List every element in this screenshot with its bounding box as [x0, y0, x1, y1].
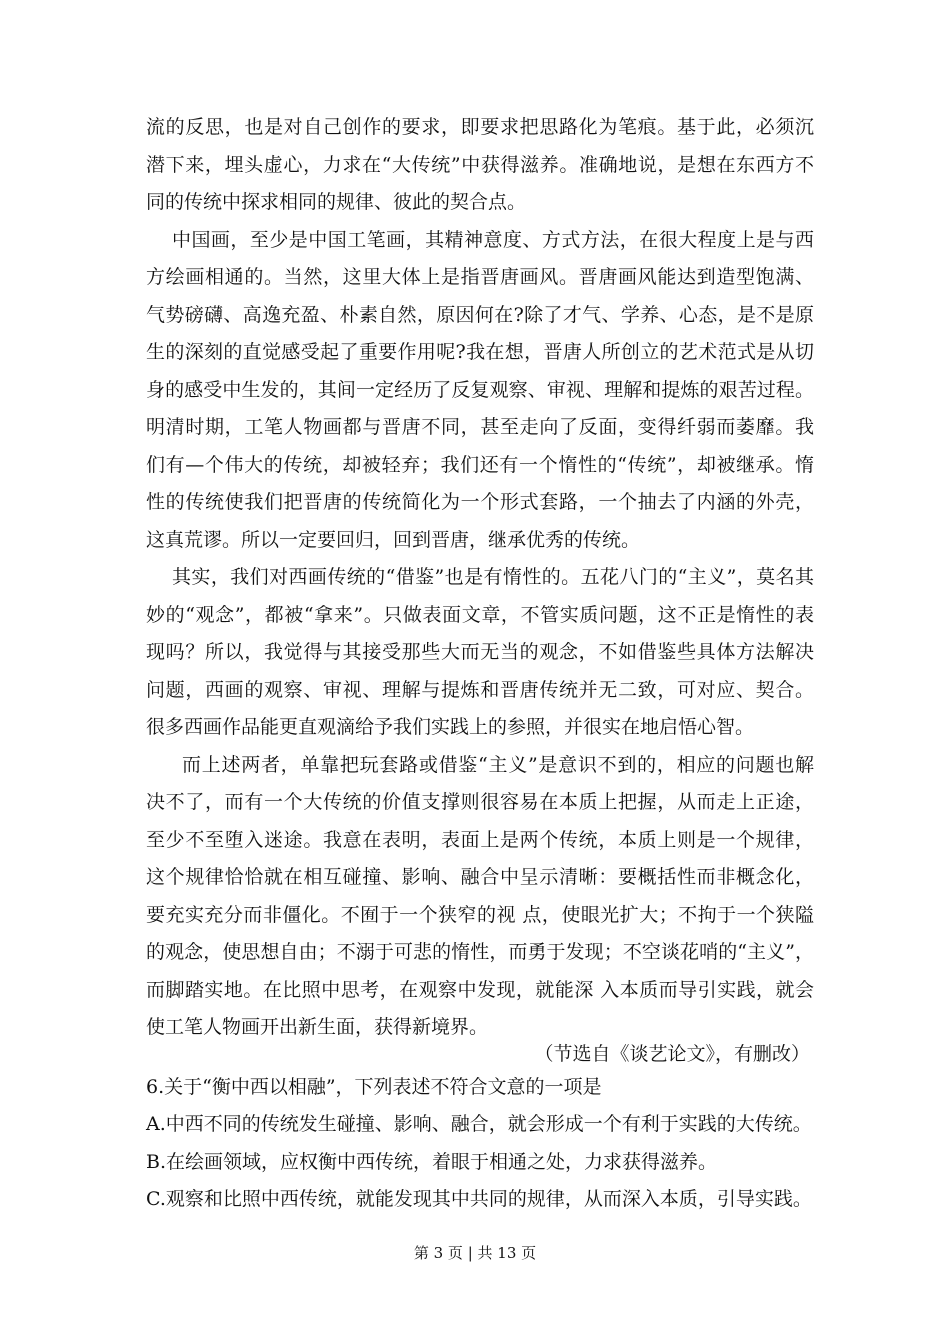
- text-line: 问题，西画的观察、审视、理解与提炼和晋唐传统并无二致，可对应、契合。: [146, 678, 814, 701]
- text-line: 而上述两者，单靠把玩套路或借鉴“主义”是意识不到的，相应的问题也解: [182, 753, 814, 776]
- text-line: 这真荒谬。所以一定要回归，回到晋唐，继承优秀的传统。: [146, 528, 641, 551]
- question-6: [146, 1069, 814, 1219]
- question-stem: 6.关于“衡中西以相融”，下列表述不符合文意的一项是: [146, 1075, 602, 1098]
- paragraph-2: [146, 222, 814, 560]
- text-line: 方绘画相通的。当然，这里大体上是指晋唐画风。晋唐画风能达到造型饱满、: [146, 266, 814, 288]
- source-citation: （节选自《谈艺论文》，有删改）: [534, 1042, 810, 1065]
- text-line: 潜下来，埋头虚心，力求在“大传统”中获得滋养。准确地说，是想在东西方不: [146, 153, 814, 176]
- text-line: 生的深刻的直觉感受起了重要作用呢?我在想，晋唐人所创立的艺术范式是从切: [146, 341, 814, 363]
- text-line: 身的感受中生发的，其间一定经历了反复观察、审视、理解和提炼的艰苦过程。: [146, 378, 814, 401]
- text-line: 流的反思，也是对自己创作的要求，即要求把思路化为笔痕。基于此，必须沉: [146, 116, 814, 138]
- text-line: 而脚踏实地。在比照中思考，在观察中发现，就能深 入本质而导引实践，就会: [146, 978, 814, 1001]
- text-line: 现吗？所以，我觉得与其接受那些大而无当的观念，不如借鉴些具体方法解决: [146, 641, 814, 663]
- text-line: 其实，我们对西画传统的“借鉴”也是有惰性的。五花八门的“主义”，莫名其: [172, 566, 814, 588]
- option-c: C.观察和比照中西传统，就能发现其中共同的规律，从而深入本质，引导实践。: [146, 1188, 812, 1210]
- text-line: 这个规律恰恰就在相互碰撞、影响、融合中呈示清晰：要概括性而非概念化，: [146, 866, 814, 888]
- text-line: 决不了，而有一个大传统的价值支撑则很容易在本质上把握，从而走上正途，: [146, 791, 814, 813]
- text-line: 的观念，使思想自由；不溺于可悲的惰性，而勇于发现；不空谈花哨的“主义”，: [146, 941, 814, 963]
- text-line: 很多西画作品能更直观滴给予我们实践上的参照，并很实在地启悟心智。: [146, 716, 755, 738]
- text-line: 明清时期，工笔人物画都与晋唐不同，甚至走向了反面，变得纤弱而萎靡。我: [146, 416, 814, 438]
- text-line: 性的传统使我们把晋唐的传统简化为一个形式套路，一个抽去了内涵的外壳，: [146, 491, 814, 513]
- text-line: 气势磅礴、高逸充盈、朴素自然，原因何在?除了才气、学养、心态，是不是原: [146, 303, 814, 326]
- option-a: A.中西不同的传统发生碰撞、影响、融合，就会形成一个有利于实践的大传统。: [146, 1113, 812, 1135]
- paragraph-3: [146, 559, 814, 747]
- page-number: 第 3 页 | 共 13 页: [413, 1244, 537, 1262]
- document-page: [146, 109, 814, 1219]
- text-line: 妙的“观念”，都被“拿来”。只做表面文章，不管实质问题，这不正是惰性的表: [146, 603, 814, 626]
- text-line: 们有—个伟大的传统，却被轻弃；我们还有一个惰性的“传统”，却被继承。惰: [146, 453, 814, 476]
- paragraph-1: [146, 109, 814, 222]
- text-line: 要充实充分而非僵化。不囿于一个狭窄的视 点，使眼光扩大；不拘于一个狭隘: [146, 903, 814, 926]
- option-b: B.在绘画领域，应权衡中西传统，着眼于相通之处，力求获得滋养。: [146, 1150, 718, 1173]
- paragraph-4: [146, 747, 814, 1047]
- text-line: 使工笔人物画开出新生面，获得新境界。: [146, 1016, 489, 1038]
- text-line: 中国画，至少是中国工笔画，其精神意度、方式方法，在很大程度上是与西: [172, 228, 814, 251]
- text-line: 同的传统中探求相同的规律、彼此的契合点。: [146, 191, 527, 213]
- text-line: 至少不至堕入迷途。我意在表明，表面上是两个传统，本质上则是一个规律，: [146, 828, 814, 851]
